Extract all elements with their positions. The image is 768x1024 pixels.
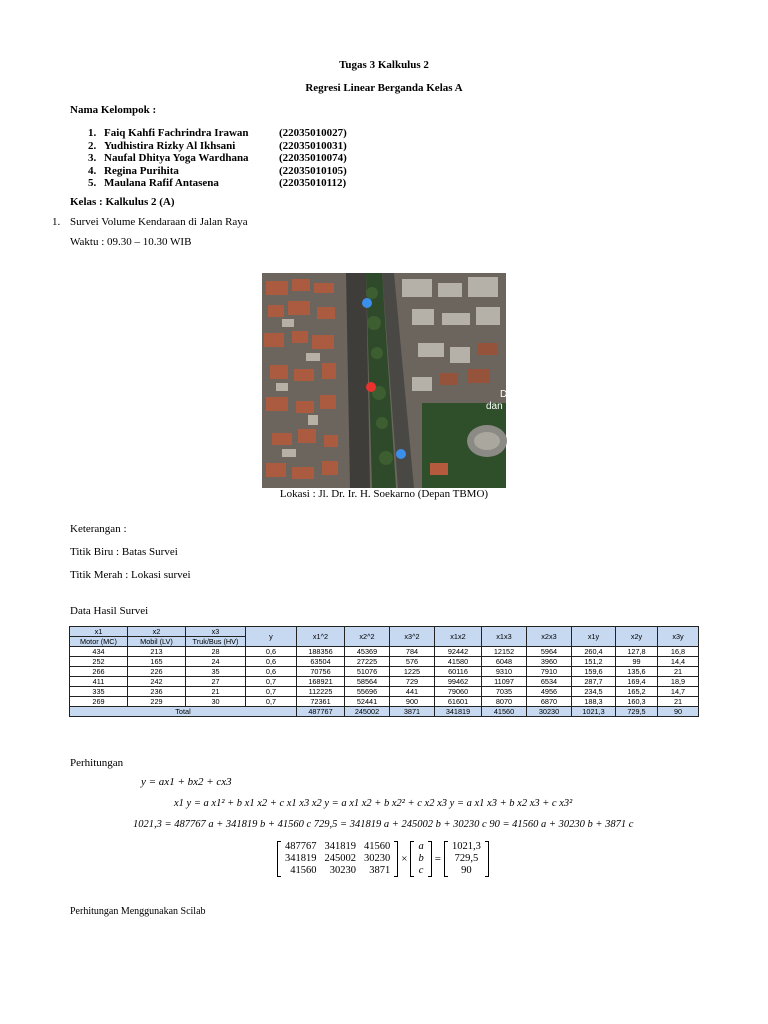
- map-edge-text-2: dan: [486, 401, 503, 412]
- table-cell: 213: [128, 647, 186, 657]
- table-cell: 8070: [482, 697, 527, 707]
- table-cell: 6048: [482, 657, 527, 667]
- table-cell: 242: [128, 677, 186, 687]
- table-cell: 0,7: [246, 677, 297, 687]
- table-row: [70, 687, 699, 697]
- normal-equations-symbolic: x1 y = a x1² + b x1 x2 + c x1 x3 x2 y = a x1 x2 + b x2² + c x2 x3 y = a x1 x3 + b x2 x3 + c x3²: [174, 798, 573, 809]
- member-item: 4. Regina Purihita (22035010105): [88, 164, 347, 177]
- table-total-row: [70, 707, 699, 717]
- normal-equations-numeric: 1021,3 = 487767 a + 341819 b + 41560 c 729,5 = 341819 a + 245002 b + 30230 c 90 = 41560 a + 30230 b + 3871 c: [133, 819, 634, 830]
- table-cell: 169,4: [616, 677, 658, 687]
- total-cell: 341819: [435, 707, 482, 717]
- header-cell: x2: [128, 627, 186, 637]
- table-cell: 27: [186, 677, 246, 687]
- section-number: 1.: [52, 216, 61, 228]
- total-cell: 41560: [482, 707, 527, 717]
- table-cell: 0,6: [246, 657, 297, 667]
- table-cell: 7035: [482, 687, 527, 697]
- header-cell: x3: [186, 627, 246, 637]
- table-cell: 11097: [482, 677, 527, 687]
- regression-equation: y = ax1 + bx2 + cx3: [141, 776, 232, 788]
- table-cell: 160,3: [616, 697, 658, 707]
- table-cell: 269: [70, 697, 128, 707]
- map-caption: Lokasi : Jl. Dr. Ir. H. Soekarno (Depan TBMO): [279, 488, 489, 500]
- matrix-equation: [277, 841, 489, 877]
- table-cell: 9310: [482, 667, 527, 677]
- times-operator: ×: [401, 853, 408, 865]
- table-cell: 1225: [390, 667, 435, 677]
- group-label: Nama Kelompok :: [70, 104, 157, 116]
- table-cell: 4956: [527, 687, 572, 697]
- total-cell: 3871: [390, 707, 435, 717]
- table-cell: 168921: [297, 677, 345, 687]
- table-cell: 79060: [435, 687, 482, 697]
- table-cell: 135,6: [616, 667, 658, 677]
- table-cell: 63504: [297, 657, 345, 667]
- total-cell: 729,5: [616, 707, 658, 717]
- total-cell: 90: [658, 707, 699, 717]
- section-title: Survei Volume Kendaraan di Jalan Raya: [70, 216, 248, 228]
- table-cell: 434: [70, 647, 128, 657]
- table-cell: 21: [658, 667, 699, 677]
- header-cell: x3y: [658, 627, 699, 647]
- table-cell: 188,3: [572, 697, 616, 707]
- table-cell: 21: [186, 687, 246, 697]
- table-cell: 16,8: [658, 647, 699, 657]
- table-cell: 6870: [527, 697, 572, 707]
- legend-blue: Titik Biru : Batas Survei: [70, 546, 178, 558]
- table-cell: 900: [390, 697, 435, 707]
- total-cell: 30230: [527, 707, 572, 717]
- table-cell: 5964: [527, 647, 572, 657]
- table-cell: 99462: [435, 677, 482, 687]
- unknown-vector: a b c: [410, 841, 431, 877]
- table-cell: 6534: [527, 677, 572, 687]
- table-cell: 14,4: [658, 657, 699, 667]
- table-title: Data Hasil Survei: [70, 605, 149, 617]
- table-cell: 3960: [527, 657, 572, 667]
- total-cell: 245002: [345, 707, 390, 717]
- table-cell: 151,2: [572, 657, 616, 667]
- table-cell: 260,4: [572, 647, 616, 657]
- header-cell: x1y: [572, 627, 616, 647]
- header-cell: x1x3: [482, 627, 527, 647]
- document-subtitle: Regresi Linear Berganda Kelas A: [305, 82, 463, 94]
- equals-operator: =: [434, 853, 441, 865]
- table-cell: 335: [70, 687, 128, 697]
- table-cell: 287,7: [572, 677, 616, 687]
- survey-time: Waktu : 09.30 – 10.30 WIB: [70, 236, 192, 248]
- table-header-row: [70, 627, 699, 637]
- total-cell: 1021,3: [572, 707, 616, 717]
- table-cell: 0,7: [246, 697, 297, 707]
- table-cell: 165: [128, 657, 186, 667]
- table-cell: 127,8: [616, 647, 658, 657]
- table-cell: 441: [390, 687, 435, 697]
- table-cell: 159,6: [572, 667, 616, 677]
- table-row: [70, 657, 699, 667]
- table-cell: 14,7: [658, 687, 699, 697]
- table-cell: 0,7: [246, 687, 297, 697]
- table-cell: 188356: [297, 647, 345, 657]
- header-cell: Mobil (LV): [128, 637, 186, 647]
- scilab-label: Perhitungan Menggunakan Scilab: [70, 906, 206, 917]
- table-cell: 729: [390, 677, 435, 687]
- table-row: [70, 667, 699, 677]
- table-cell: 58564: [345, 677, 390, 687]
- document-title: Tugas 3 Kalkulus 2: [339, 59, 429, 71]
- coefficient-matrix: 487767 341819 41560 341819 245002 30230 41560 30230 3871: [277, 841, 398, 877]
- survey-data-table: [69, 626, 699, 717]
- table-cell: 576: [390, 657, 435, 667]
- table-row: [70, 647, 699, 657]
- table-row: [70, 677, 699, 687]
- header-cell: x1^2: [297, 627, 345, 647]
- table-cell: 72361: [297, 697, 345, 707]
- table-cell: 266: [70, 667, 128, 677]
- table-cell: 12152: [482, 647, 527, 657]
- header-cell: y: [246, 627, 297, 647]
- class-label: Kelas : Kalkulus 2 (A): [70, 196, 175, 208]
- member-item: 3. Naufal Dhitya Yoga Wardhana (22035010074): [88, 152, 347, 164]
- blue-marker-top: [362, 298, 372, 308]
- table-cell: 35: [186, 667, 246, 677]
- table-cell: 229: [128, 697, 186, 707]
- header-cell: Truk/Bus (HV): [186, 637, 246, 647]
- table-cell: 252: [70, 657, 128, 667]
- table-cell: 99: [616, 657, 658, 667]
- rhs-vector: 1021,3 729,5 90: [444, 841, 489, 877]
- table-cell: 30: [186, 697, 246, 707]
- table-cell: 60116: [435, 667, 482, 677]
- table-row: [70, 697, 699, 707]
- legend-heading: Keterangan :: [70, 523, 127, 535]
- table-cell: 784: [390, 647, 435, 657]
- total-label: Total: [70, 707, 297, 717]
- member-list: [88, 127, 347, 190]
- table-cell: 70756: [297, 667, 345, 677]
- table-cell: 21: [658, 697, 699, 707]
- table-cell: 7910: [527, 667, 572, 677]
- satellite-map-image: [262, 273, 506, 488]
- legend-red: Titik Merah : Lokasi survei: [70, 569, 191, 581]
- header-cell: x2y: [616, 627, 658, 647]
- table-cell: 18,9: [658, 677, 699, 687]
- table-cell: 236: [128, 687, 186, 697]
- table-cell: 41580: [435, 657, 482, 667]
- table-cell: 92442: [435, 647, 482, 657]
- total-cell: 487767: [297, 707, 345, 717]
- calc-label: Perhitungan: [70, 757, 124, 769]
- header-cell: x3^2: [390, 627, 435, 647]
- table-cell: 0,6: [246, 667, 297, 677]
- header-cell: Motor (MC): [70, 637, 128, 647]
- table-cell: 165,2: [616, 687, 658, 697]
- table-cell: 226: [128, 667, 186, 677]
- table-cell: 28: [186, 647, 246, 657]
- table-cell: 24: [186, 657, 246, 667]
- member-item: 2. Yudhistira Rizky Al Ikhsani (22035010031): [88, 139, 347, 152]
- table-cell: 0,6: [246, 647, 297, 657]
- table-cell: 52441: [345, 697, 390, 707]
- table-cell: 55696: [345, 687, 390, 697]
- table-cell: 234,5: [572, 687, 616, 697]
- table-cell: 27225: [345, 657, 390, 667]
- table-cell: 61601: [435, 697, 482, 707]
- member-item: 5. Maulana Rafif Antasena (22035010112): [88, 177, 347, 189]
- header-cell: x2x3: [527, 627, 572, 647]
- blue-marker-bottom: [396, 449, 406, 459]
- header-cell: x1: [70, 627, 128, 637]
- header-cell: x1x2: [435, 627, 482, 647]
- header-cell: x2^2: [345, 627, 390, 647]
- table-cell: 45369: [345, 647, 390, 657]
- red-marker: [366, 382, 376, 392]
- table-cell: 51076: [345, 667, 390, 677]
- table-cell: 411: [70, 677, 128, 687]
- map-edge-text-1: D: [500, 389, 508, 400]
- table-cell: 112225: [297, 687, 345, 697]
- member-item: 1. Faiq Kahfi Fachrindra Irawan (22035010027): [88, 127, 347, 139]
